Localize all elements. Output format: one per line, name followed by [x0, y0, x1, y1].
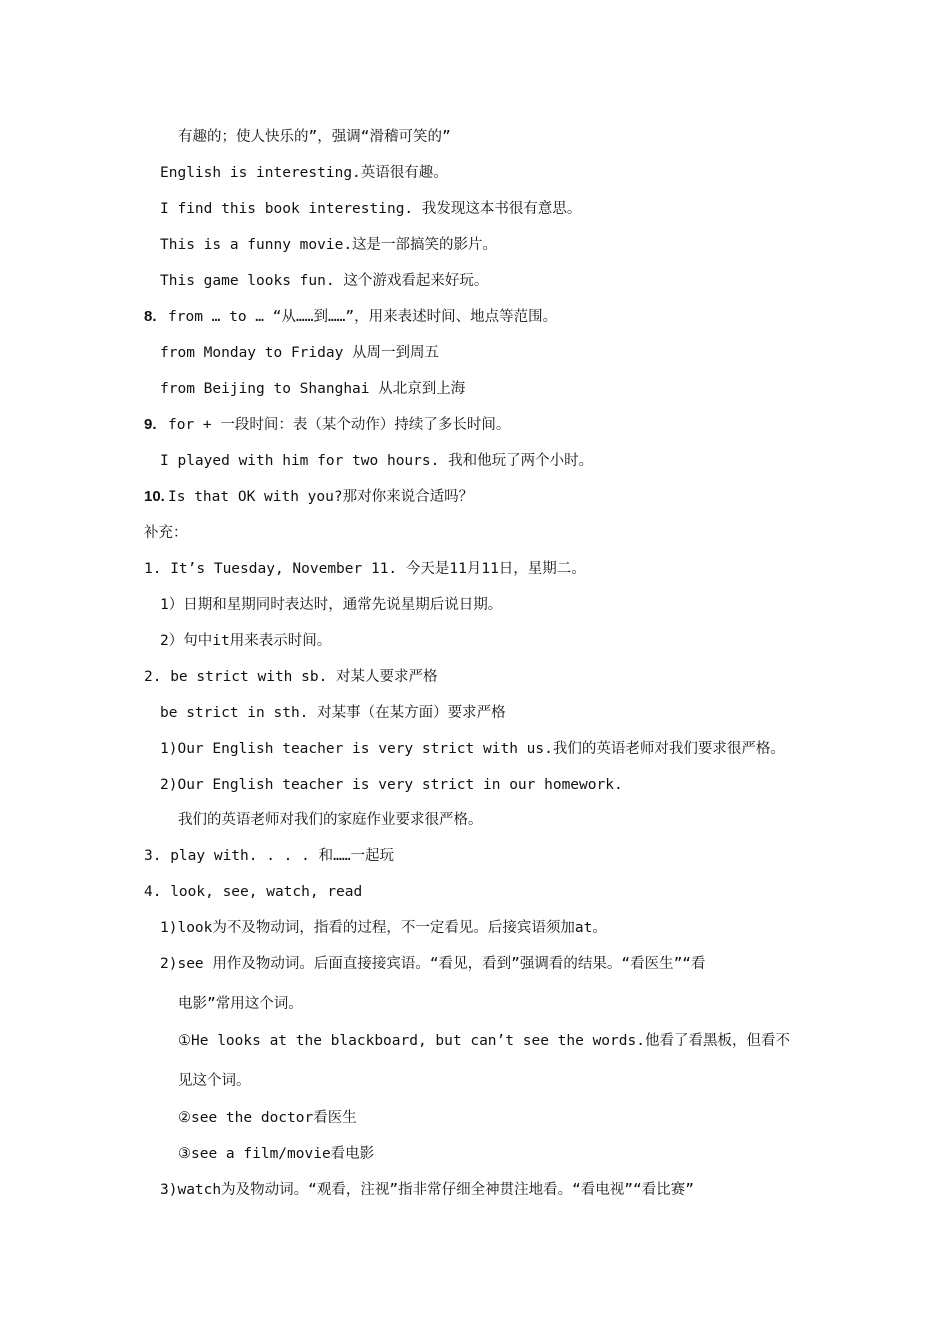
text-line: 1. It’s Tuesday, November 11. 今天是11月11日，星期二。: [144, 561, 586, 577]
text-line: 2)see 用作及物动词。后面直接接宾语。“看见，看到”强调看的结果。“看医生”“看: [160, 956, 706, 972]
text-line: Is that OK with you?那对你来说合适吗？: [168, 489, 474, 505]
text-line: 3)watch为及物动词。“观看，注视”指非常仔细全神贯注地看。“看电视”“看比赛”: [160, 1182, 694, 1198]
item-number: 9.: [144, 416, 157, 433]
text-line: 1）日期和星期同时表达时，通常先说星期后说日期。: [160, 597, 503, 613]
text-line: I played with him for two hours. 我和他玩了两个小时。: [160, 453, 594, 469]
text-line: 2. be strict with sb. 对某人要求严格: [144, 669, 438, 685]
text-line: ③see a film/movie看电影: [178, 1146, 375, 1162]
text-line: 有趣的；使人快乐的”，强调“滑稽可笑的”: [178, 129, 451, 145]
text-line: 电影”常用这个词。: [178, 996, 303, 1012]
text-line: for + 一段时间：表（某个动作）持续了多长时间。: [168, 417, 511, 433]
text-line: ①He looks at the blackboard, but can’t see the words.他看了看黑板，但看不: [178, 1033, 790, 1049]
text-line: ②see the doctor看医生: [178, 1110, 357, 1126]
text-line: 4. look, see, watch, read: [144, 884, 363, 900]
text-line: 我们的英语老师对我们的家庭作业要求很严格。: [178, 812, 483, 828]
text-line: 3. play with. . . . 和……一起玩: [144, 848, 395, 864]
text-line: from Beijing to Shanghai 从北京到上海: [160, 381, 466, 397]
section-heading: 补充：: [144, 525, 188, 541]
text-line: from … to … “从……到……”，用来表述时间、地点等范围。: [168, 309, 558, 325]
text-line: from Monday to Friday 从周一到周五: [160, 345, 440, 361]
text-line: This game looks fun. 这个游戏看起来好玩。: [160, 273, 489, 289]
text-line: English is interesting.英语很有趣。: [160, 165, 448, 181]
text-line: 1)Our English teacher is very strict with us.我们的英语老师对我们要求很严格。: [160, 741, 785, 757]
text-line: be strict in sth. 对某事（在某方面）要求严格: [160, 705, 506, 721]
text-line: 1)look为不及物动词，指看的过程，不一定看见。后接宾语须加at。: [160, 920, 607, 936]
text-line: I find this book interesting. 我发现这本书很有意思。: [160, 201, 582, 217]
text-line: This is a funny movie.这是一部搞笑的影片。: [160, 237, 498, 253]
text-line: 见这个词。: [178, 1073, 251, 1089]
text-line: 2）句中it用来表示时间。: [160, 633, 332, 649]
item-number: 10.: [144, 488, 165, 505]
item-number: 8.: [144, 308, 157, 325]
text-line: 2)Our English teacher is very strict in our homework.: [160, 777, 623, 793]
